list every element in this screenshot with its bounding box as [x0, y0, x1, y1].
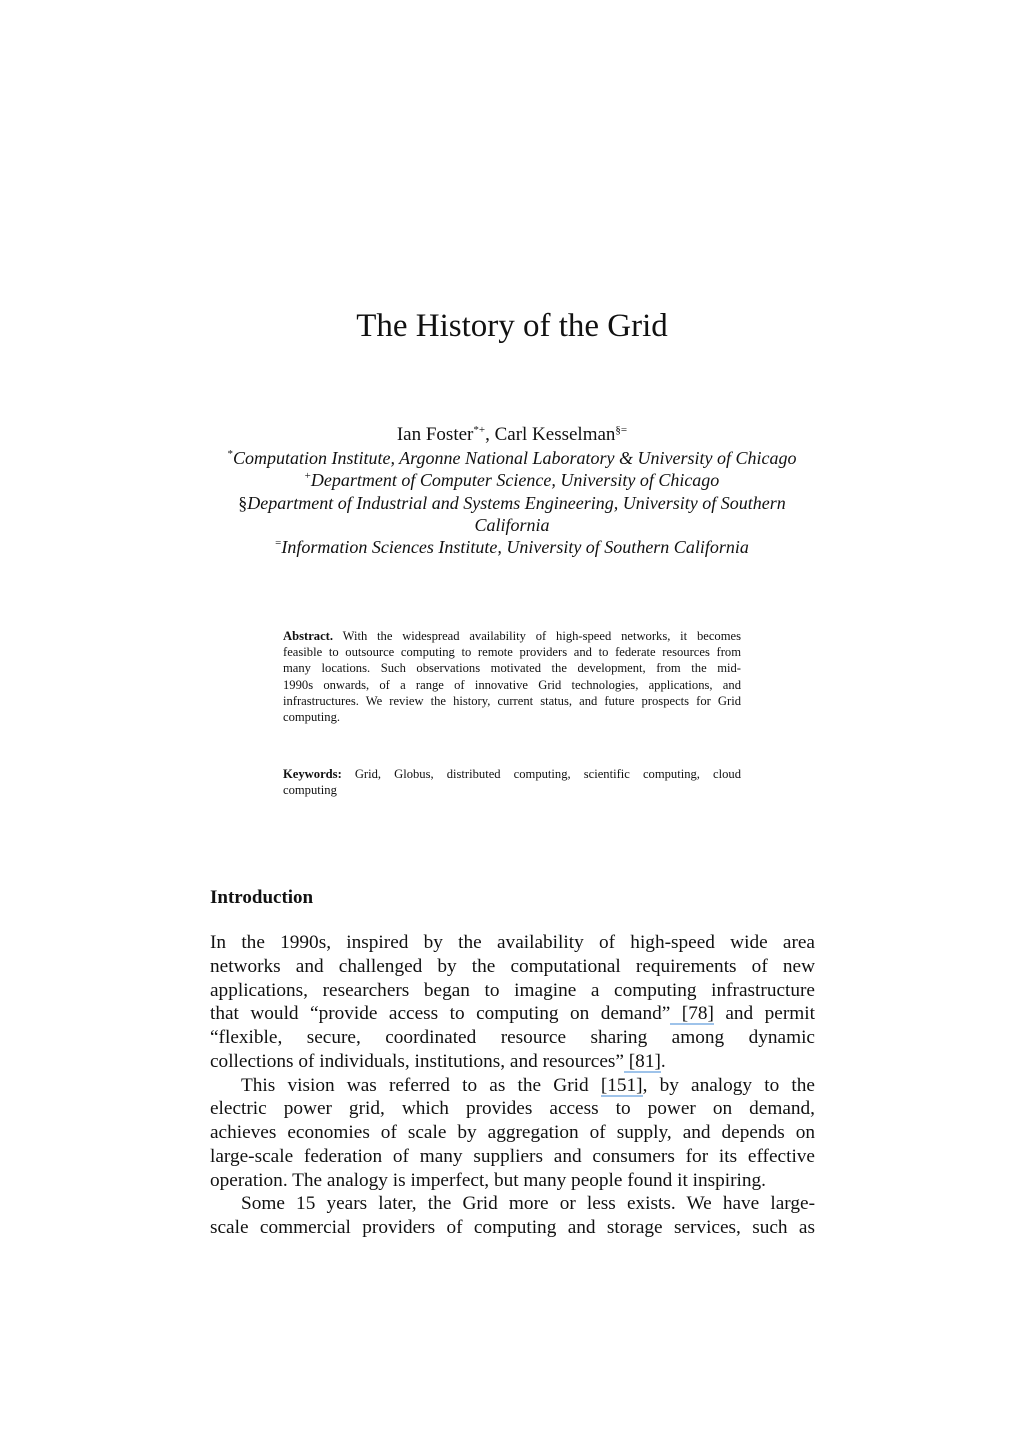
- author-mark: §=: [615, 424, 628, 436]
- body-text-segment: , by analogy to the: [642, 1074, 815, 1096]
- author-name: Ian Foster: [396, 424, 474, 445]
- body-text-segment: scale commercial providers of computing and storage services, such as: [210, 1217, 815, 1238]
- affiliation-mark: *: [227, 448, 233, 460]
- section-heading: Introduction: [210, 887, 314, 908]
- keywords: [283, 766, 741, 798]
- body-line: [210, 979, 815, 1003]
- author-line: [0, 424, 1024, 446]
- abstract-line: [283, 628, 741, 644]
- body-text-segment: networks and challenged by the computational requirements of new: [210, 955, 815, 977]
- body-text: [210, 931, 815, 1240]
- body-text-segment: that would “provide access to computing on demand”: [210, 1003, 671, 1025]
- abstract-line: computing.: [283, 709, 341, 724]
- author-mark: *+: [473, 424, 486, 436]
- body-line: [210, 955, 815, 979]
- body-line: [210, 1169, 815, 1193]
- body-line: [210, 1050, 815, 1074]
- abstract-line: many locations. Such observations motivated the development, from the mid-: [283, 661, 741, 676]
- affiliation: [0, 447, 1024, 469]
- citation-link[interactable]: [81]: [623, 1050, 661, 1072]
- body-text-segment: electric power grid, which provides access to power on demand,: [210, 1098, 815, 1120]
- body-line: [210, 1145, 815, 1169]
- keywords-label: Keywords:: [283, 767, 342, 781]
- body-text-segment: Some 15 years later, the Grid more or less exists. We have large-: [241, 1193, 815, 1215]
- abstract-label: Abstract.: [283, 629, 334, 643]
- body-line: [210, 1192, 815, 1216]
- affiliations: [0, 447, 1024, 558]
- body-text-segment: .: [660, 1050, 666, 1072]
- abstract-line: feasible to outsource computing to remote providers and to federate resources from: [283, 645, 741, 660]
- affiliation-text: Department of Industrial and Systems Engineering, University of Southern: [247, 492, 786, 513]
- abstract-text: With the widespread availability of high-speed networks, it becomes: [333, 629, 741, 643]
- body-text-segment: This vision was referred to as the Grid: [241, 1074, 601, 1096]
- body-line: [210, 1026, 815, 1050]
- affiliation-mark: =: [275, 537, 282, 550]
- abstract: [283, 628, 741, 725]
- author-name: Carl Kesselman: [494, 424, 616, 445]
- affiliation: [0, 536, 1024, 558]
- affiliation-text: Information Sciences Institute, University of Southern California: [281, 537, 749, 558]
- affiliation: [0, 492, 1024, 514]
- affiliation-mark: +: [304, 470, 311, 483]
- keywords-text: Grid, Globus, distributed computing, scientific computing, cloud: [341, 767, 741, 781]
- body-line: [210, 1121, 815, 1145]
- keywords-line: computing: [283, 783, 337, 798]
- body-text-segment: and permit: [713, 1003, 815, 1025]
- body-line: [210, 1002, 815, 1026]
- affiliation: [0, 514, 1024, 536]
- affiliation-text: California: [474, 514, 550, 535]
- affiliation-text: Department of Computer Science, University of Chicago: [310, 470, 720, 491]
- body-text-segment: achieves economies of scale by aggregation of supply, and depends on: [210, 1122, 815, 1143]
- body-text-segment: large-scale federation of many suppliers and consumers for its effective: [210, 1145, 815, 1167]
- affiliation-mark: §: [238, 492, 248, 513]
- body-line: [210, 1074, 815, 1098]
- keywords-line: [283, 766, 741, 782]
- citation-link[interactable]: [78]: [670, 1003, 714, 1025]
- citation-link[interactable]: [151]: [600, 1074, 643, 1096]
- body-line: [210, 931, 815, 955]
- author-separator: ,: [485, 424, 495, 445]
- body-text-segment: applications, researchers began to imagine a computing infrastructure: [210, 979, 815, 1001]
- body-text-segment: collections of individuals, institutions, and resources”: [210, 1050, 624, 1072]
- abstract-line: infrastructures. We review the history, current status, and future prospects for Grid: [283, 693, 741, 708]
- abstract-line: 1990s onwards, of a range of innovative Grid technologies, applications, and: [283, 677, 741, 692]
- body-line: [210, 1216, 815, 1240]
- affiliation-text: Computation Institute, Argonne National Laboratory & University of Chicago: [233, 448, 797, 468]
- body-text-segment: In the 1990s, inspired by the availability of high-speed wide area: [210, 932, 815, 953]
- body-text-segment: “flexible, secure, coordinated resource sharing among dynamic: [210, 1027, 815, 1048]
- paper-title: The History of the Grid: [356, 308, 668, 344]
- body-text-segment: operation. The analogy is imperfect, but many people found it inspiring.: [210, 1169, 766, 1191]
- body-line: [210, 1097, 815, 1121]
- affiliation: [0, 469, 1024, 491]
